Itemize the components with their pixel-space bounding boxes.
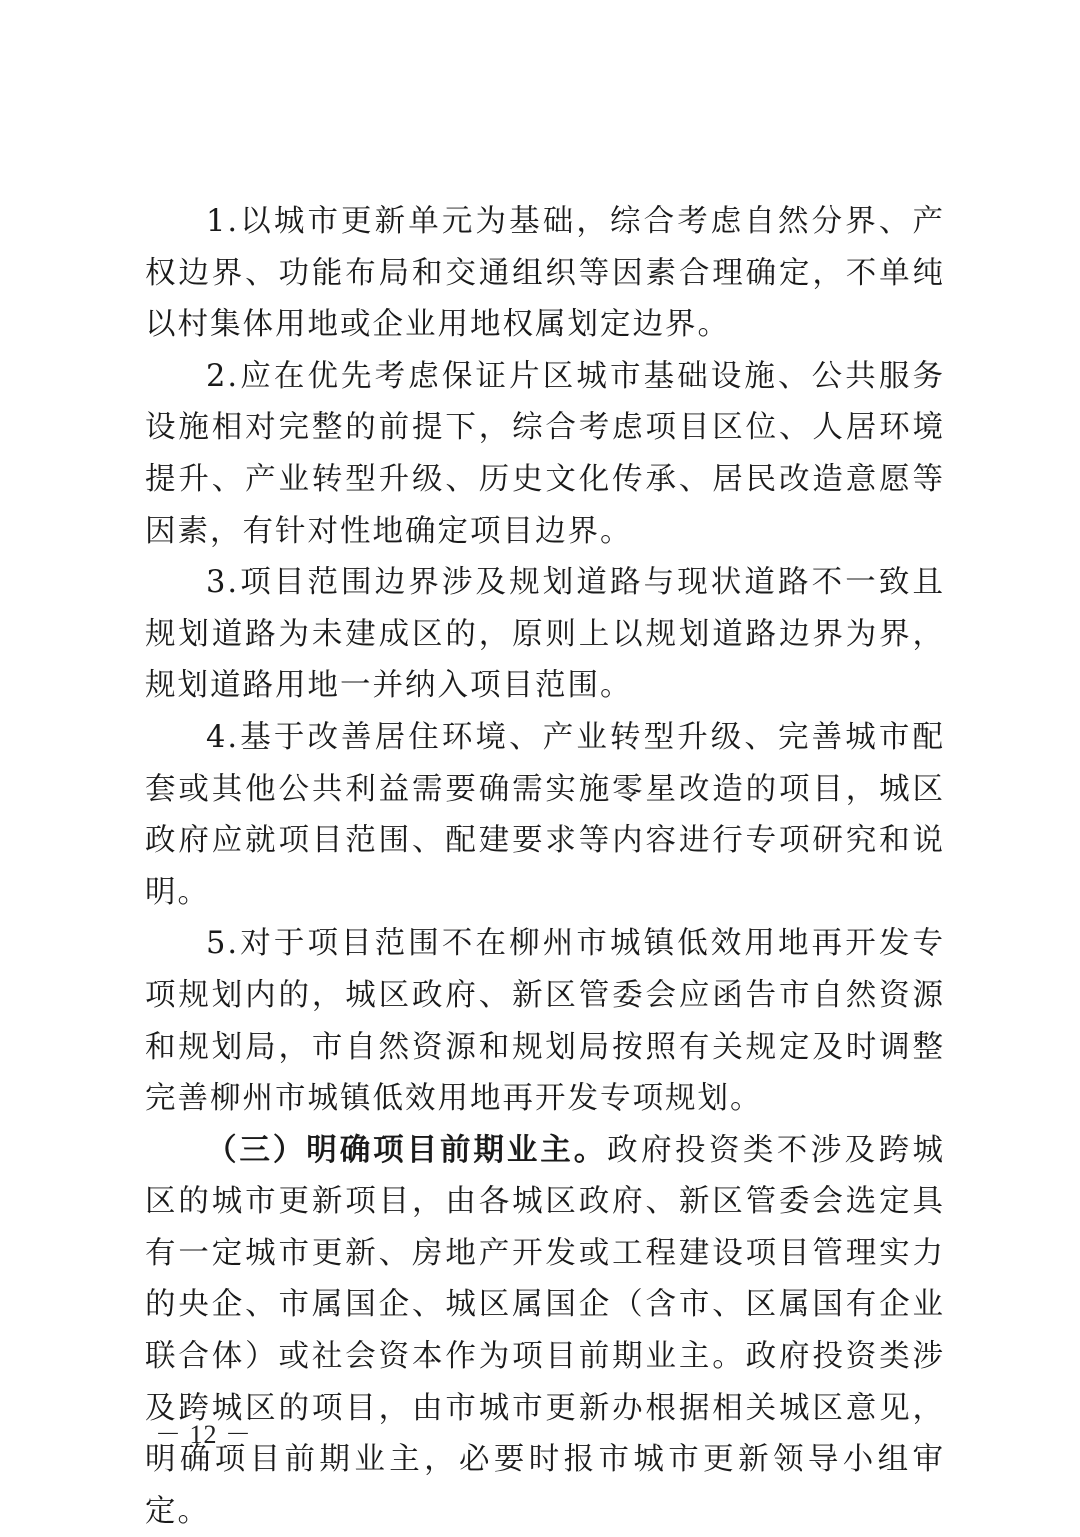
paragraph-text: 5.对于项目范围不在柳州市城镇低效用地再开发专项规划内的，城区政府、新区管委会应函告市自然资源和规划局，市自然资源和规划局按照有关规定及时调整完善柳州市城镇低效用地再开发专项规划。	[145, 926, 945, 1117]
paragraph-item-4	[145, 712, 945, 918]
paragraph-item-5	[145, 918, 945, 1124]
paragraph-item-3	[145, 557, 945, 712]
paragraph-text: 4.基于改善居住环境、产业转型升级、完善城市配套或其他公共利益需要确需实施零星改造的项目，城区政府应就项目范围、配建要求等内容进行专项研究和说明。	[145, 719, 945, 910]
paragraph-text: 政府投资类不涉及跨城区的城市更新项目，由各城区政府、新区管委会选定具有一定城市更新、房地产开发或工程建设项目管理实力的央企、市属国企、城区属国企（含市、区属国有企业联合体）或社会资本作为项目前期业主。政府投资类涉及跨城区的项目，由市城市更新办根据相关城区意见，明确项目前期业主，必要时报市城市更新领导小组审定。	[145, 1132, 946, 1529]
paragraph-text: 1.以城市更新单元为基础，综合考虑自然分界、产权边界、功能布局和交通组织等因素合理确定，不单纯以村集体用地或企业用地权属划定边界。	[145, 204, 945, 343]
paragraph-text: 3.项目范围边界涉及规划道路与现状道路不一致且规划道路为未建成区的，原则上以规划道路边界为界，规划道路用地一并纳入项目范围。	[145, 565, 945, 704]
document-body	[145, 196, 945, 1537]
paragraph-item-2	[145, 351, 945, 557]
section-heading: （三）明确项目前期业主。	[206, 1132, 608, 1168]
page-number: － 12 －	[155, 1420, 253, 1449]
paragraph-text: 2.应在优先考虑保证片区城市基础设施、公共服务设施相对完整的前提下，综合考虑项目区位、人居环境提升、产业转型升级、历史文化传承、居民改造意愿等因素，有针对性地确定项目边界。	[145, 358, 945, 549]
paragraph-item-1	[145, 196, 945, 351]
section-paragraph-3	[145, 1125, 945, 1537]
